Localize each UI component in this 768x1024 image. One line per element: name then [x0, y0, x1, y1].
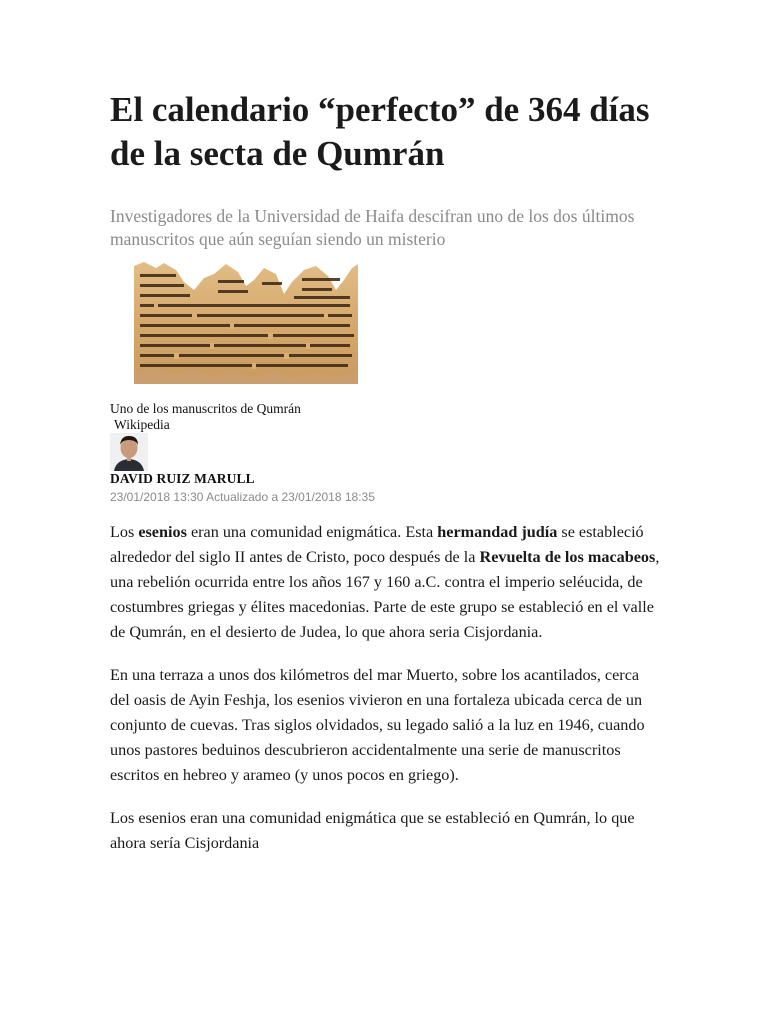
link-esenios[interactable]: esenios	[138, 523, 187, 541]
link-revuelta-macabeos[interactable]: Revuelta de los macabeos	[479, 548, 656, 566]
author-avatar	[110, 433, 148, 471]
publish-dates: 23/01/2018 13:30 Actualizado a 23/01/2018 18:35	[110, 490, 375, 504]
image-credit: Wikipedia	[114, 417, 170, 432]
link-hermandad-judia[interactable]: hermandad judía	[437, 523, 558, 541]
author-name: DAVID RUIZ MARULL	[110, 471, 255, 486]
manuscript-image	[134, 260, 358, 384]
article-title: El calendario “perfecto” de 364 días de la secta de Qumrán	[110, 90, 650, 173]
article-body	[110, 520, 662, 874]
image-caption: Uno de los manuscritos de Qumrán	[110, 401, 301, 416]
article-subtitle: Investigadores de la Universidad de Haifa descifran uno de los dos últimos manuscritos que aún seguían siendo un misterio	[110, 206, 635, 249]
paragraph-1: Los esenios eran una comunidad enigmática. Esta hermandad judía se estableció alrededor del siglo II antes de Cristo, poco después de la Revuelta de los macabeos, una rebelión ocurrida entre los años 167 y 160 a.C. contra el imperio seléucida, de costumbres griegas y élites macedonias. Parte de este grupo se estableció en el valle de Qumrán, en el desierto de Judea, lo que ahora seria Cisjordania.	[110, 523, 660, 641]
paragraph-3: Los esenios eran una comunidad enigmática que se estableció en Qumrán, lo que ahora sería Cisjordania	[110, 809, 635, 852]
paragraph-2: En una terraza a unos dos kilómetros del mar Muerto, sobre los acantilados, cerca del oasis de Ayin Feshja, los esenios vivieron en una fortaleza ubicada cerca de un conjunto de cuevas. Tras siglos olvidados, su legado salió a la luz en 1946, cuando unos pastores beduinos descubrieron accidentalmente una serie de manuscritos escritos en hebreo y arameo (y unos pocos en griego).	[110, 666, 645, 784]
